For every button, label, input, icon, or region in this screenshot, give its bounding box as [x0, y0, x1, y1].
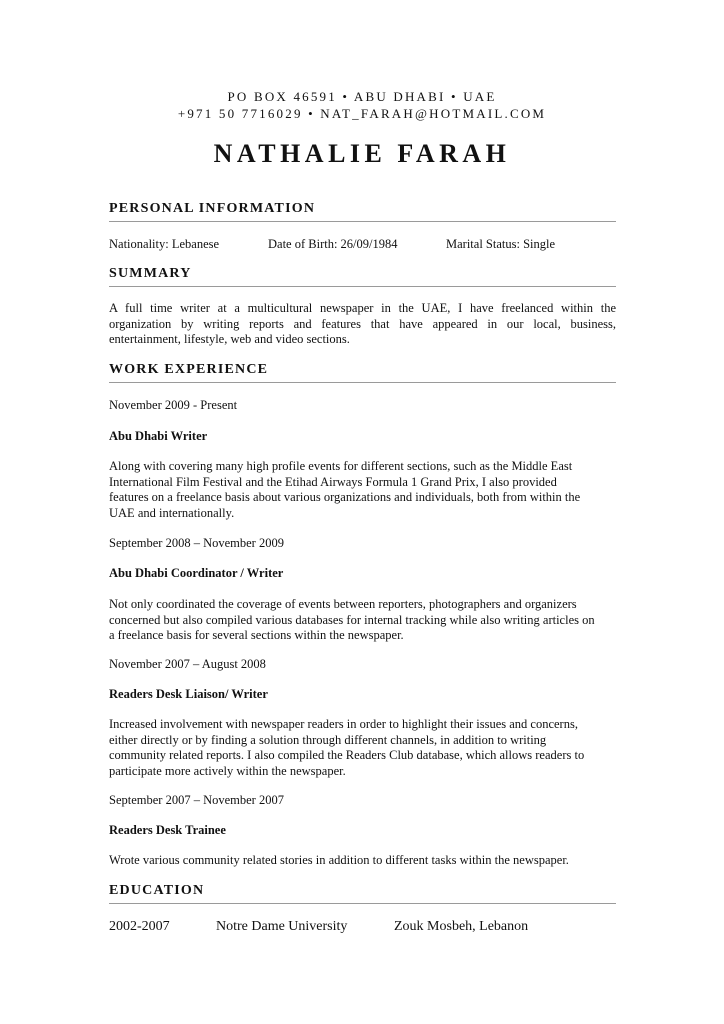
job-description: [109, 853, 616, 869]
job-dates: September 2008 – November 2009: [109, 536, 284, 550]
summary-line: entertainment, lifestyle, web and video sections.: [109, 332, 350, 346]
job-title: Readers Desk Liaison/ Writer: [109, 687, 268, 701]
job-dates: September 2007 – November 2007: [109, 793, 284, 807]
job-description: [109, 459, 616, 521]
section-heading-personal-information: PERSONAL INFORMATION: [109, 200, 616, 222]
job-description-line: either directly or by finding a solution through different channels, in addition to writing: [109, 732, 547, 747]
job-description-line: community related reports. I also compiled the Readers Club database, which allows readers to: [109, 748, 585, 762]
job-title: Readers Desk Trainee: [109, 823, 226, 837]
job-description-line: concerned but also compiled various databases for internal tracking while also writing articles on: [109, 612, 595, 627]
marital-status: Marital Status: Single: [446, 237, 556, 251]
job-description: [109, 717, 616, 779]
job-description-line: International Film Festival and the Etihad Airways Formula 1 Grand Prix, I also provided: [109, 474, 557, 489]
candidate-name: NATHALIE FARAH: [213, 139, 511, 168]
job-dates: November 2009 - Present: [109, 398, 238, 412]
summary-paragraph: [109, 301, 616, 348]
job-description-line: Increased involvement with newspaper readers in order to highlight their issues and concerns,: [109, 717, 578, 731]
education-years: 2002-2007: [109, 919, 170, 934]
job-description-line: Wrote various community related stories in addition to different tasks within the newspaper.: [109, 853, 569, 867]
job-description: [109, 597, 616, 644]
job-description-line: participate more actively within the newspaper.: [109, 763, 346, 778]
job-description-line: a freelance basis for several sections within the newspaper.: [109, 628, 404, 642]
job-description-line: Not only coordinated the coverage of events between reporters, photographers and organizers: [109, 597, 577, 611]
section-heading-education: EDUCATION: [109, 882, 616, 904]
date-of-birth: Date of Birth: 26/09/1984: [268, 237, 398, 251]
nationality: Nationality: Lebanese: [109, 237, 220, 251]
job-description-line: Along with covering many high profile events for different sections, such as the Middle East: [109, 459, 573, 473]
education-location: Zouk Mosbeh, Lebanon: [394, 919, 529, 934]
job-title: Abu Dhabi Coordinator / Writer: [109, 566, 284, 580]
section-heading-summary: SUMMARY: [109, 265, 616, 287]
job-title: Abu Dhabi Writer: [109, 429, 208, 443]
section-heading-work-experience: WORK EXPERIENCE: [109, 361, 616, 383]
contact-phone-email: +971 50 7716029 • NAT_FARAH@HOTMAIL.COM: [177, 106, 547, 121]
summary-line: A full time writer at a multicultural newspaper in the UAE, I have freelanced within the: [109, 301, 616, 315]
job-description-line: features on a freelance basis about various organizations and individuals, both from within the: [109, 490, 581, 504]
education-school: Notre Dame University: [216, 919, 348, 934]
contact-address: PO BOX 46591 • ABU DHABI • UAE: [227, 89, 497, 104]
job-dates: November 2007 – August 2008: [109, 657, 266, 671]
summary-line: organization by writing reports and features that have appeared in our local, business,: [109, 316, 616, 331]
job-description-line: UAE and internationally.: [109, 505, 235, 520]
